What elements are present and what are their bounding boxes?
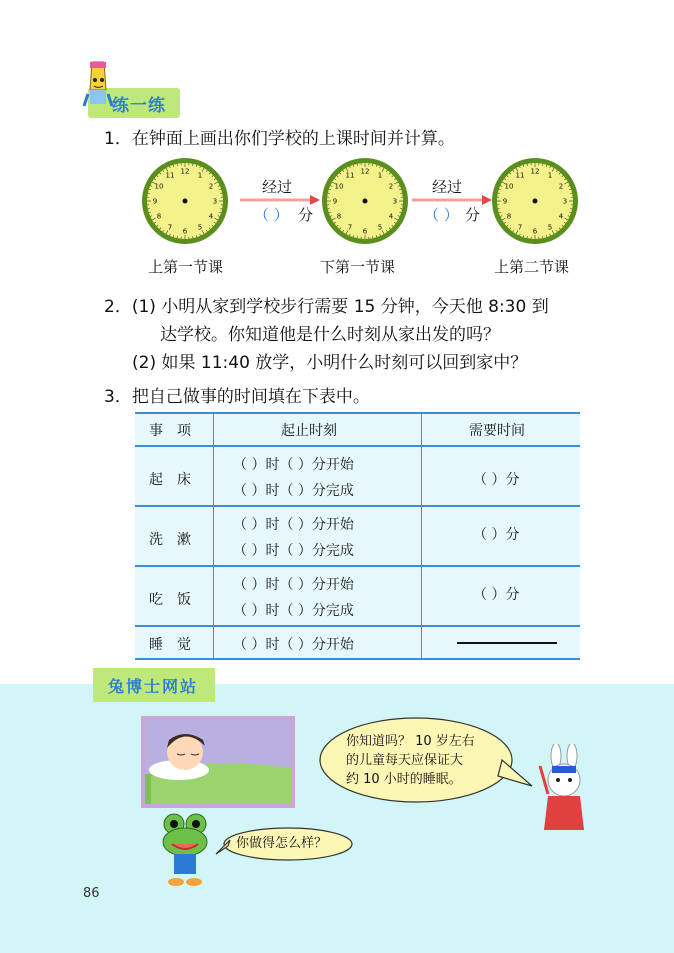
question-2-line-1: 2．(1) 小明从家到学校步行需要 15 分钟，今天他 8:30 到 bbox=[104, 297, 549, 317]
clock-numeral: 7 bbox=[167, 223, 173, 232]
frog-mascot-icon bbox=[156, 812, 218, 888]
clock-caption: 上第二节课 bbox=[494, 258, 570, 276]
clock-icon bbox=[320, 156, 410, 246]
bubble-line: 约 10 小时的睡眠。 bbox=[346, 772, 462, 787]
clock-numeral: 4 bbox=[558, 212, 564, 221]
clock-icon bbox=[140, 156, 230, 246]
clock-numeral: 9 bbox=[152, 197, 158, 206]
table-row-duration[interactable]: （ ）分 bbox=[473, 472, 520, 488]
table-row-start[interactable]: （ ）时（ ）分开始 bbox=[233, 637, 354, 653]
clock-numeral: 2 bbox=[208, 182, 214, 191]
clock-numeral: 3 bbox=[562, 197, 568, 206]
clock-numeral: 8 bbox=[156, 212, 162, 221]
clock-numeral: 10 bbox=[334, 182, 344, 191]
question-2-line-3: (2) 如果 11:40 放学，小明什么时刻可以回到家中？ bbox=[132, 353, 528, 373]
clock-numeral: 1 bbox=[197, 171, 203, 180]
question-1: 1．在钟面上画出你们学校的上课时间并计算。 bbox=[104, 129, 455, 149]
clock-caption: 上第一节课 bbox=[148, 258, 224, 276]
clock-numeral: 11 bbox=[345, 171, 355, 180]
clock-numeral: 3 bbox=[392, 197, 398, 206]
clock-numeral: 10 bbox=[154, 182, 164, 191]
clock-caption: 下第一节课 bbox=[320, 258, 396, 276]
blank-line bbox=[457, 642, 557, 644]
table-row-item: 起 床 bbox=[149, 472, 191, 488]
header-duration: 需要时间 bbox=[469, 423, 525, 439]
clock-numeral: 1 bbox=[547, 171, 553, 180]
time-table bbox=[135, 412, 580, 660]
clock-numeral: 2 bbox=[558, 182, 564, 191]
clock-numeral: 12 bbox=[360, 167, 370, 176]
table-row-start[interactable]: （ ）时（ ）分开始 bbox=[233, 577, 354, 593]
rabbit-doctor-icon bbox=[530, 744, 600, 834]
arrow-label: 经过 bbox=[262, 178, 293, 196]
clock-numeral: 8 bbox=[506, 212, 512, 221]
minutes-unit: 分 bbox=[465, 206, 481, 224]
minutes-blank[interactable]: （ ） bbox=[424, 206, 459, 224]
minutes-unit: 分 bbox=[298, 206, 314, 224]
clock-numeral: 5 bbox=[197, 223, 203, 232]
clock-numeral: 2 bbox=[388, 182, 394, 191]
table-row-duration[interactable]: （ ）分 bbox=[473, 587, 520, 603]
clock-numeral: 7 bbox=[347, 223, 353, 232]
clock-numeral: 10 bbox=[504, 182, 514, 191]
bubble-line: 你知道吗？ 10 岁左右 bbox=[346, 734, 475, 749]
table-row-start[interactable]: （ ）时（ ）分开始 bbox=[233, 517, 354, 533]
frog-bubble-text: 你做得怎么样？ bbox=[236, 836, 328, 851]
minutes-blank[interactable]: （ ） bbox=[254, 206, 289, 224]
table-row-start[interactable]: （ ）时（ ）分开始 bbox=[233, 457, 354, 473]
table-row-end[interactable]: （ ）时（ ）分完成 bbox=[233, 543, 354, 559]
table-row-end[interactable]: （ ）时（ ）分完成 bbox=[233, 603, 354, 619]
clock-numeral: 12 bbox=[180, 167, 190, 176]
website-label: 兔博士网站 bbox=[108, 677, 199, 696]
clock-numeral: 6 bbox=[532, 227, 538, 236]
clock-numeral: 8 bbox=[336, 212, 342, 221]
sleeping-child-picture bbox=[141, 716, 295, 808]
table-row-item: 洗 漱 bbox=[149, 532, 191, 548]
table-row-end[interactable]: （ ）时（ ）分完成 bbox=[233, 483, 354, 499]
arrow-label: 经过 bbox=[432, 178, 463, 196]
clock-numeral: 11 bbox=[165, 171, 175, 180]
clock-icon bbox=[490, 156, 580, 246]
clock-numeral: 7 bbox=[517, 223, 523, 232]
page-number: 86 bbox=[83, 886, 100, 901]
table-row-item: 睡 觉 bbox=[149, 637, 191, 653]
clock-numeral: 9 bbox=[502, 197, 508, 206]
question-2-line-2: 达学校。你知道他是什么时刻从家出发的吗？ bbox=[160, 325, 500, 345]
bubble-line: 的儿童每天应保证大 bbox=[346, 753, 464, 768]
clock-numeral: 11 bbox=[515, 171, 525, 180]
clock-numeral: 1 bbox=[377, 171, 383, 180]
header-start-end: 起止时刻 bbox=[281, 423, 337, 439]
practice-label: 练一练 bbox=[112, 96, 166, 116]
clock-numeral: 5 bbox=[377, 223, 383, 232]
clock-numeral: 3 bbox=[212, 197, 218, 206]
clock-numeral: 12 bbox=[530, 167, 540, 176]
header-item: 事 项 bbox=[149, 423, 191, 439]
clock-numeral: 5 bbox=[547, 223, 553, 232]
clock-numeral: 6 bbox=[182, 227, 188, 236]
clock-numeral: 6 bbox=[362, 227, 368, 236]
table-row-item: 吃 饭 bbox=[149, 592, 191, 608]
clock-numeral: 4 bbox=[208, 212, 214, 221]
clock-numeral: 9 bbox=[332, 197, 338, 206]
table-row-duration[interactable]: （ ）分 bbox=[473, 527, 520, 543]
question-3: 3．把自己做事的时间填在下表中。 bbox=[104, 387, 370, 407]
clock-numeral: 4 bbox=[388, 212, 394, 221]
